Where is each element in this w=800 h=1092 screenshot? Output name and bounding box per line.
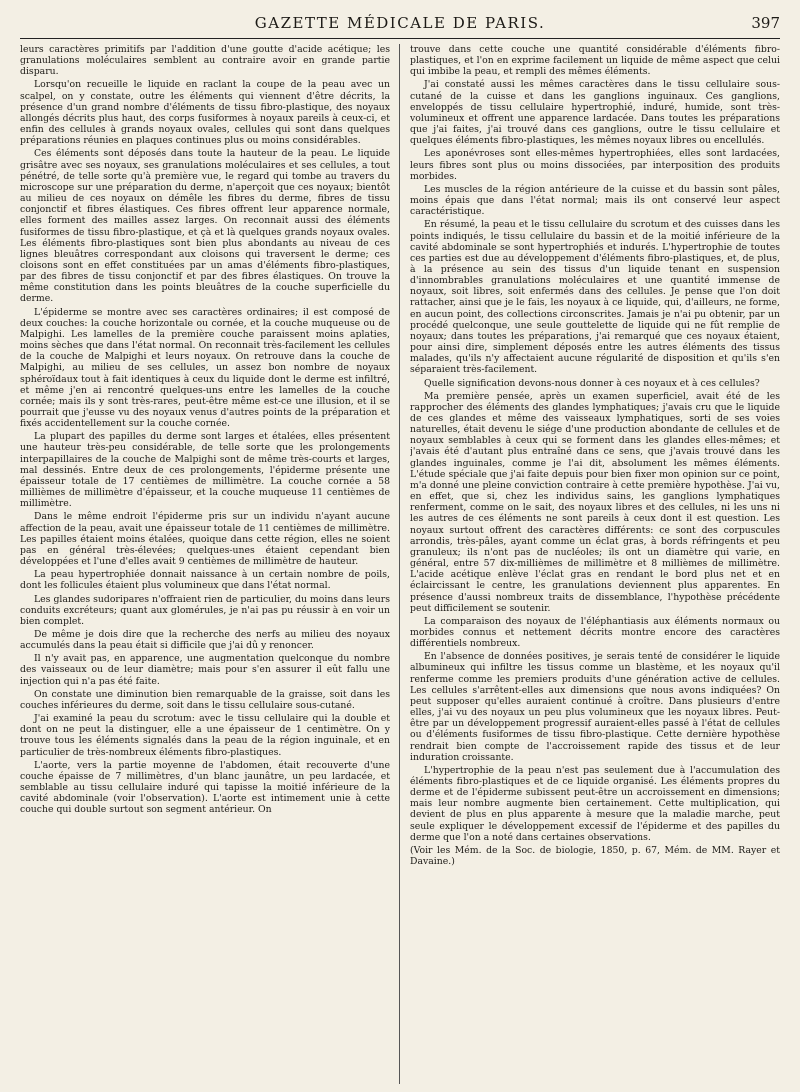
paragraph: Les glandes sudoripares n'offraient rien de particulier, du moins dans leurs conduits excréteurs; quant aux glomérules, je n'ai pas pu réussir à en voir un bien complet. (20, 593, 390, 627)
paragraph: L'aorte, vers la partie moyenne de l'abdomen, était recouverte d'une couche épaisse de 7 millimètres, d'un blanc jaunâtre, un peu lardacée, et semblable au tissu cellulaire induré qui tapisse la moitié inférieure de la cavité abdominale (voir l'observation). L'aorte est intimement unie à cette couche qui double surtout son segment antérieur. On (20, 759, 390, 816)
paragraph: J'ai constaté aussi les mêmes caractères dans le tissu cellulaire sous-cutané de la cuisse et dans les ganglions inguinaux. Ces ganglions, enveloppés de tissu cellulaire hypertrophié, induré, humide, sont très-volumineux et offrent une apparence lardacée. Dans toutes les préparations que j'ai faites, j'ai trouvé dans ces ganglions, outre le tissu cellulaire et quelques éléments fibro-plastiques, les mêmes noyaux libres ou encellulés. (410, 79, 780, 147)
paragraph: Ces éléments sont déposés dans toute la hauteur de la peau. Le liquide grisâtre avec ses noyaux, ses granulations moléculaires et ses cellules, a tout pénétré, de telle sorte qu'à première vue, le regard qui tombe au travers du microscope sur une préparation du derme, n'aperçoit que ces noyaux; bientôt au milieu de ces noyaux on démêle les fibres du derme, fibres de tissu conjonctif et fibres élastiques. Ces fibres offrent leur apparence normale, elles forment des mailles assez larges. On reconnait aussi des éléments fusiformes de tissu fibro-plastique, et çà et là quelques grands noyaux ovales. Les éléments fibro-plastiques sont bien plus abondants au niveau de ces lignes bleuâtres correspondant aux cloisons qui traversent le derme; ces cloisons sont en effet constituées par un amas d'éléments fibro-plastiques, par des fibres de tissu conjonctif et par des fibres élastiques. On trouve la même constitution dans les points bleuâtres de la couche superficielle du derme. (20, 148, 390, 305)
citation: (Voir les Mém. de la Soc. de biologie, 1850, p. 67, Mém. de MM. Rayer et Davaine.) (410, 844, 780, 868)
paragraph: En résumé, la peau et le tissu cellulaire du scrotum et des cuisses dans les points indiqués, le tissu cellulaire du bassin et de la moitié inférieure de la cavité abdominale se sont hypertrophiés et indurés. L'hypertrophie de toutes ces parties est due au développement d'éléments fibro-plastiques, et, de plus, à la présence au sein des tissus d'un liquide tenant en suspension d'innombrables granulations moléculaires et une quantité immense de noyaux, soit libres, soit enfermés dans des cellules. Je pense que l'on doit rattacher, ainsi que je le fais, les noyaux à ce liquide, qui, d'ailleurs, ne forme, en aucun point, des collections circonscrites. Jamais je n'ai pu obtenir, par un procédé quelconque, une seule gouttelette de liquide qui ne fût remplie de noyaux; dans toutes les préparations, j'ai remarqué que ces noyaux étaient, pour ainsi dire, simplement déposés entre les autres éléments des tissus malades, qu'ils n'y affectaient aucune régularité de disposition et qu'ils s'en séparaient très-facilement. (410, 219, 780, 376)
paragraph: L'hypertrophie de la peau n'est pas seulement due à l'accumulation des éléments fibro-plastiques et de ce liquide organisé. Les éléments propres du derme et de l'épiderme subissent peut-être un accroissement en dimensions; mais leur nombre augmente bien certainement. Cette multiplication, qui devient de plus en plus apparente à mesure que la maladie marche, peut seule expliquer le développement excessif de l'épiderme et des papilles du derme que l'on a noté dans certaines observations. (410, 764, 780, 843)
paragraph: Les aponévroses sont elles-mêmes hypertrophiées, elles sont lardacées, leurs fibres sont plus ou moins dissociées, par interposition des produits morbides. (410, 148, 780, 182)
paragraph: trouve dans cette couche une quantité considérable d'éléments fibro-plastiques, et l'on en exprime facilement un liquide de même aspect que celui qui imbibe la peau, et rempli des mêmes éléments. (410, 44, 780, 78)
column-divider (399, 44, 400, 1084)
paragraph: La peau hypertrophiée donnait naissance à un certain nombre de poils, dont les follicules étaient plus volumineux que dans l'état normal. (20, 569, 390, 592)
paragraph: J'ai examiné la peau du scrotum: avec le tissu cellulaire qui la double et dont on ne peut la distinguer, elle a une épaisseur de 1 centimètre. On y trouve tous les éléments signalés dans la peau de la région inguinale, et en particulier de très-nombreux éléments fibro-plastiques. (20, 713, 390, 758)
left-column (20, 44, 390, 1086)
right-column (410, 44, 780, 1086)
page-header (20, 8, 780, 39)
paragraph: On constate une diminution bien remarquable de la graisse, soit dans les couches inférieures du derme, soit dans le tissu cellulaire sous-cutané. (20, 688, 390, 711)
paragraph: En l'absence de données positives, je serais tenté de considérer le liquide albumineux qui infiltre les tissus comme un blastème, et les noyaux qu'il renferme comme les premiers produits d'une génération active de cellules. Les cellules s'arrêtent-elles aux dimensions que nous avons indiquées? On peut supposer qu'elles auraient continué à croître. Dans plusieurs d'entre elles, j'ai vu des noyaux un peu plus volumineux que les noyaux libres. Peut-être par un développement progressif auraient-elles passé à l'état de cellules ou d'éléments fusiformes de tissu fibro-plastique. Cette dernière hypothèse rendrait bien compte de l'accroissement rapide des tissus et de leur induration croissante. (410, 651, 780, 763)
paragraph: Ma première pensée, après un examen superficiel, avait été de les rapprocher des éléments des glandes lymphatiques; j'avais cru que le liquide de ces glandes et même des vaisseaux lymphatiques, sorti de ses voies naturelles, était devenu le siége d'une production abondante de cellules et de noyaux semblables à ceux qui se forment dans les glandes elles-mêmes; et j'avais été d'autant plus entraîné dans ce sens, que j'avais trouvé dans les glandes inguinales, comme je l'ai dit, absolument les mêmes éléments. L'étude spéciale que j'ai faite depuis pour bien fixer mon opinion sur ce point, m'a donné une pleine conviction contraire à cette première hypothèse. J'ai vu, en effet, que si, chez les individus sains, les ganglions lymphatiques renferment, comme on le sait, des noyaux libres et des cellules, ni les uns ni les autres de ces éléments ne sont pareils à ceux dont il est question. Les noyaux surtout offrent des caractères différents: ce sont des corpuscules arrondis, très-pâles, ayant comme un éclat gras, à bords réfringents et peu granuleux; ils n'ont pas de nucléoles; ils ont un diamètre qui varie, en général, entre 57 dix-millièmes de millimètre et 8 millièmes de millimètre. L'acide acétique enlève l'éclat gras en rendant le bord plus net et en éclaircissant le centre, les granulations deviennent plus apparentes. En présence d'aussi nombreux traits de dissemblance, l'hypothèse précédente peut difficilement se soutenir. (410, 390, 780, 614)
paragraph: La plupart des papilles du derme sont larges et étalées, elles présentent une hauteur très-peu considérable, de telle sorte que les prolongements interpapillaires de la couche de Malpighi sont de même très-courts et larges, mal dessinés. Entre deux de ces prolongements, l'épiderme présente une épaisseur totale de 17 centièmes de millimètre. La couche cornée a 58 millièmes de millimètre d'épaisseur, et la couche muqueuse 11 centièmes de millimètre. (20, 431, 390, 510)
paragraph: Les muscles de la région antérieure de la cuisse et du bassin sont pâles, moins épais que dans l'état normal; mais ils ont conservé leur aspect caractéristique. (410, 183, 780, 218)
paragraph: Dans le même endroit l'épiderme pris sur un individu n'ayant aucune affection de la peau, avait une épaisseur totale de 11 centièmes de millimètre. Les papilles étaient moins étalées, quoique dans cette région, elles ne soient pas en général très-élevées; quelques-unes étaient cependant bien développées et l'une d'elles avait 9 centièmes de millimètre de hauteur. (20, 511, 390, 568)
page-number: 397 (751, 14, 780, 32)
paragraph: L'épiderme se montre avec ses caractères ordinaires; il est composé de deux couches: la couche horizontale ou cornée, et la couche muqueuse ou de Malpighi. Les lamelles de la première couche paraissent moins aplaties, moins sèches que dans l'état normal. On reconnait très-facilement les cellules de la couche de Malpighi et leurs noyaux. On retrouve dans la couche de Malpighi, au milieu de ses cellules, un assez bon nombre de noyaux sphéroïdaux tout à fait identiques à ceux du liquide dont le derme est infiltré, et même j'en ai rencontré quelques-uns entre les lamelles de la couche cornée; mais ils y sont très-rares, peut-être même est-ce une illusion, et il se pourrait que j'eusse vu des noyaux venus d'autres points de la préparation et fixés accidentellement sur la couche cornée. (20, 306, 390, 430)
paragraph: leurs caractères primitifs par l'addition d'une goutte d'acide acétique; les granulations moléculaires semblent au contraire avoir en grande partie disparu. (20, 44, 390, 78)
journal-title: GAZETTE MÉDICALE DE PARIS. (254, 14, 546, 32)
paragraph: Il n'y avait pas, en apparence, une augmentation quelconque du nombre des vaisseaux ou de leur diamètre; mais pour s'en assurer il eût fallu une injection qui n'a pas été faite. (20, 653, 390, 687)
paragraph: Quelle signification devons-nous donner à ces noyaux et à ces cellules? (424, 377, 760, 389)
paragraph: Lorsqu'on recueille le liquide en raclant la coupe de la peau avec un scalpel, on y constate, outre les éléments qui viennent d'être décrits, la présence d'un grand nombre d'éléments de tissu fibro-plastique, des noyaux allongés décrits plus haut, des corps fusiformes à noyaux pareils à ceux-ci, et enfin des cellules à grands noyaux ovales, cellules qui sont dans quelques préparations réunies en plaques continues plus ou moins considérables. (20, 79, 390, 147)
paragraph: De même je dois dire que la recherche des nerfs au milieu des noyaux accumulés dans la peau était si difficile que j'ai dû y renoncer. (20, 628, 390, 652)
paragraph: La comparaison des noyaux de l'éléphantiasis aux éléments normaux ou morbides connus et nettement décrits montre encore des caractères différentiels nombreux. (410, 615, 780, 650)
